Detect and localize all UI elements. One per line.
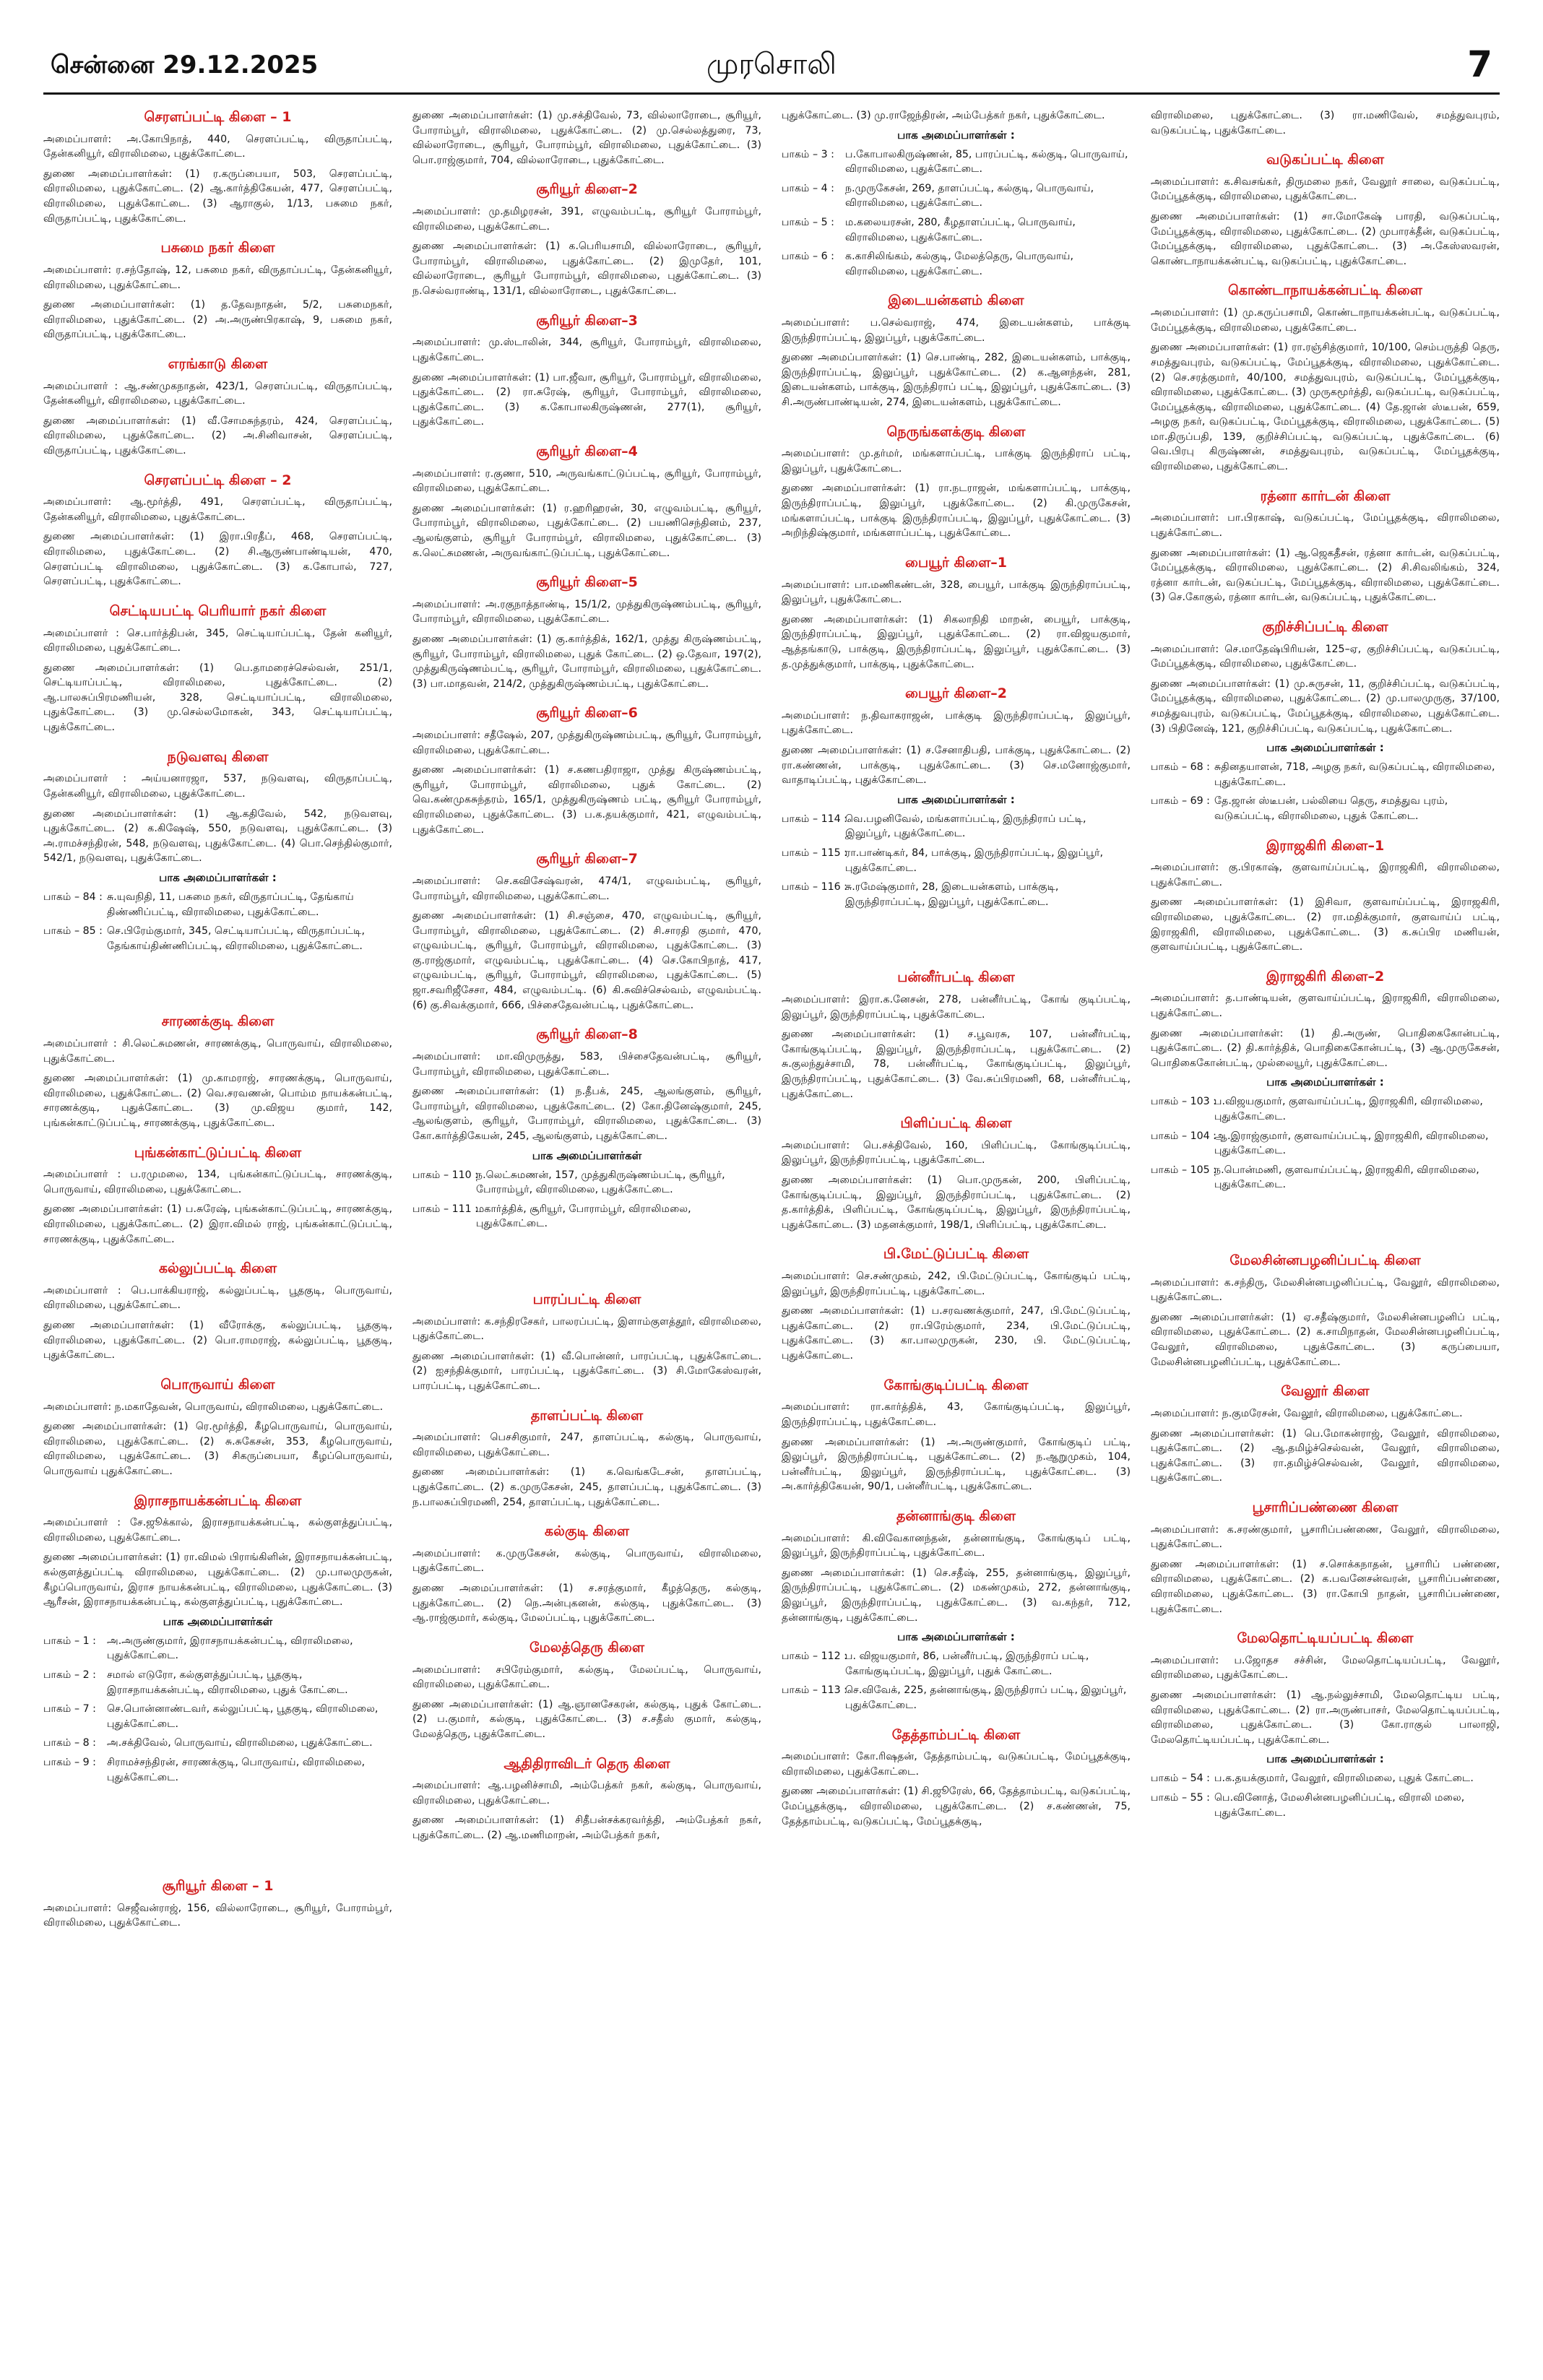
branch-heading: தேத்தாம்பட்டி கிளை [891, 1726, 1021, 1743]
organizer-text: அமைப்பாளர்: மு.தமிழரசன், 391, எழுவம்பட்டி, சூரியூர் போராம்பூர், விராலிமலை, புதுக்கோட்டை. [412, 206, 761, 233]
booth-number: பாகம் – 4 : [782, 182, 834, 194]
branch-heading: சூரியூர் கிளை–7 [536, 851, 638, 867]
booth-row [43, 1702, 392, 1731]
booth-organizers-heading: பாக அமைப்பாளர்கள் : [1266, 741, 1384, 755]
branch-section [43, 1376, 392, 1479]
booth-row [782, 181, 1131, 211]
booth-number: பாகம் – 6 : [782, 251, 834, 263]
deputy-organizers-text: துணை அமைப்பாளர்கள்: (1) ப.சரவணக்குமார், 247, பி.மேட்டுப்பட்டி, புதுக்கோட்டை. (2) ரா.பிரேம்குமார், 234, பி.மேட்டுப்பட்டி, புதுக்கோட்டை. (3) கா.பாலமுருகன், 230, பி. மேட்டுப்பட்டி, புதுக்கோட்டை. [782, 1305, 1131, 1362]
organizer-text: அமைப்பாளர்: சதீஷேல், 207, முத்துகிருஷ்ணம்பட்டி, சூரியூர், போராம்பூர், விராலிமலை, புதுக்கோட்டை. [412, 730, 761, 756]
organizer-text: அமைப்பாளர் : சே.ஜூக்கால், இராசநாயக்கன்பட்டி, கல்குளத்துப்பட்டி, விராலிமலை, புதுக்கோட்டை. [43, 1517, 392, 1544]
organizer-text: அமைப்பாளர் : பெ.பாக்கியராஜ், கல்லுப்பட்டி, பூதகுடி, பொருவாய், விராலிமலை, புதுக்கோட்டை. [43, 1284, 392, 1312]
organizer-text: அமைப்பாளர்: க.முருகேசன், கல்குடி, பொருவாய், விராலிமலை, புதுக்கோட்டை. [412, 1547, 761, 1575]
booth-organizers-heading: பாக அமைப்பாளர்கள் : [159, 870, 277, 884]
organizer-text: அமைப்பாளர் : சி.லெட்சுமணன், சாரணக்குடி, பொருவாய், விராலிமலை, புதுக்கோட்டை. [43, 1037, 392, 1065]
organizer-text: அமைப்பாளர்: க.சந்திரசேகர், பாலரப்பட்டி, இளாம்குளத்தூர், விராலிமலை, புதுக்கோட்டை. [412, 1315, 761, 1343]
branch-heading: பசுமை நகர் கிளை [160, 240, 275, 256]
branch-heading: எரங்காடு கிளை [168, 355, 268, 372]
branch-heading: கோங்குடிப்பட்டி கிளை [883, 1377, 1029, 1393]
deputy-organizers-text: துணை அமைப்பாளர்கள்: (1) சி.ஜூரேஸ், 66, தேத்தாம்பட்டி, வடுகப்பட்டி, மேப்பூதக்குடி, விராலிமலை, புதுக்கோட்டை. (2) ச.கண்ணன், 75, தேத்தாம்பட்டி, வடுகப்பட்டி, மேப்பூதக்குடி, [782, 1786, 1131, 1827]
branch-heading: நெருங்களக்குடி கிளை [886, 423, 1026, 440]
deputy-organizers-text: துணை அமைப்பாளர்கள்: (1) பெ.தாமரைச்செல்வன், 251/1, செட்டியாப்பட்டி, விராலிமலை, புதுக்கோட்டை. (2) ஆ.பாலசுப்பிரமணியன், 328, செட்டியாப்பட்டி, விராலிமலை, புதுக்கோட்டை. (3) மு.செல்லமோகன், 343, செட்டியாப்பட்டி, புதுக்கோட்டை. [43, 662, 392, 734]
branch-section [412, 1407, 761, 1510]
deputy-organizers-text: துணை அமைப்பாளர்கள்: (1) இரா.பிரதீப், 468, செரளப்பட்டி, விராலிமலை, புதுக்கோட்டை. (2) சி.ஆருண்பாண்டியன், 470, செரளப்பட்டி விராலிமலை, புதுக்கோட்டை. (3) க.கோபால், 727, செரளப்பட்டி, புதுக்கோட்டை. [43, 531, 392, 588]
deputy-organizers-text: துணை அமைப்பாளர்கள்: (1) ச.சொக்கநாதன், பூசாரிப் பண்ணை, விராலிமலை, புதுக்கோட்டை. (2) க.பவனேசன்வரன், பூசாரிப்பண்ணை, விராலிமலை, புதுக்கோட்டை. (3) ரா.கோபி நாதன், பூசாரிப்பண்ணை, புதுக்கோட்டை. [1151, 1558, 1500, 1615]
booth-number: பாகம் – 1 : [43, 1635, 96, 1647]
branch-heading: பூசாரிப்பண்ணை கிளை [1252, 1499, 1399, 1515]
booth-number: பாகம் – 5 : [782, 216, 834, 228]
booth-row [43, 890, 392, 919]
organizer-text: அமைப்பாளர்: ப.செல்வராஜ், 474, இடையன்களம், பாக்குடி இருந்திராப்பட்டி, இலுப்பூர், புதுக்கோட்டை. [782, 317, 1131, 344]
deputy-organizers-text: துணை அமைப்பாளர்கள்: (1) வீரோக்கு, கல்லுப்பட்டி, பூதகுடி, விராலிமலை, புதுக்கோட்டை. (2) பொ.ராமராஜ், கல்லுப்பட்டி, பூதகுடி, புதுக்கோட்டை. [43, 1320, 392, 1362]
booth-number: பாகம் – 9 : [43, 1756, 96, 1768]
organizer-text: அமைப்பாளர்: மா.விமுருத்து, 583, பிச்சைதேவன்பட்டி, சூரியூர், போராம்பூர், விராலிமலை, புதுக்கோட்டை. [412, 1050, 761, 1078]
booth-organizer: சு.யுவநிதி, 11, பசுமை நகர், விருதாப்பட்டி, தேங்காய் திண்ணிப்பட்டி, விராலிமலை, புதுக்கோட்டை. [107, 891, 354, 918]
deputy-organizers-text: துணை அமைப்பாளர்கள்: (1) ரெ.மூர்த்தி, கீழபொருவாய், பொருவாய், விராலிமலை, புதுக்கோட்டை. (2) சு.சுகேசன், 353, கீழபொருவாய், விராலிமலை, புதுக்கோட்டை. (3) சிகருப்பையா, கீழப்பொருவாய், பொருவாய் புதுக்கோட்டை. [43, 1421, 392, 1477]
branch-heading: செரளப்பட்டி கிளை – 1 [144, 109, 292, 125]
booth-organizer: ப. விஜயகுமார், 86, பன்னீர்பட்டி, இருந்திராப் பட்டி, கோங்குடிப்பட்டி, இலுப்பூர், புதுக் கோட்டை. [845, 1650, 1089, 1677]
organizer-text: அமைப்பாளர்: ர.சந்தோஷ், 12, பசுமை நகர், விருதாப்பட்டி, தேன்கனியூர், விராலிமலை, புதுக்கோட்டை. [43, 264, 392, 291]
organizer-text: அமைப்பாளர்: த.பாண்டியன், குளவாய்ப்பட்டி, இராஜகிரி, விராலிமலை, புதுக்கோட்டை. [1151, 992, 1500, 1020]
booth-number: பாகம் – 69 : [1151, 795, 1210, 808]
organizer-text: அமைப்பாளர்: செ.சண்முகம், 242, பி.மேட்டுப்பட்டி, கோங்குடிப் பட்டி, இலுப்பூர், இருந்திராப்பட்டி, புதுக்கோட்டை. [782, 1271, 1131, 1297]
booth-number: பாகம் – 68 : [1151, 761, 1210, 774]
organizer-text: அமைப்பாளர்: அ.ரகுநாத்தாண்டி, 15/1/2, முத்துகிருஷ்ணம்பட்டி, சூரியூர், போராம்பூர், விராலிமலை, புதுக்கோட்டை. [412, 598, 761, 626]
booth-organizers-heading: பாக அமைப்பாளர்கள் : [897, 792, 1015, 806]
booth-row [782, 249, 1131, 279]
branch-heading: மேலசின்னபழனிப்பட்டி கிளை [1229, 1252, 1421, 1268]
branch-section [782, 1245, 1131, 1363]
booth-number: பாகம் – 85 : [43, 925, 103, 938]
branch-heading: பையூர் கிளை–1 [905, 554, 1007, 571]
branch-section [782, 423, 1131, 541]
booth-row [782, 846, 1131, 875]
deputy-organizers-text: துணை அமைப்பாளர்கள்: (1) ரா.நடராஜன், மங்களாப்பட்டி, பாக்குடி, இருந்திராப்பட்டி, இலுப்பூர், புதுக்கோட்டை. (2) கி.முருகேசன், மங்களாப்பட்டி, பாக்குடி இருந்திராப்பட்டி, இலுப்பூர், புதுக்கோட்டை. (3) அறிந்திஷ்குமார், மங்களாப்பட்டி, புதுக்கோட்டை. [782, 483, 1131, 540]
branch-heading: புங்கன்காட்டுப்பட்டி கிளை [134, 1144, 302, 1161]
branch-heading: சூரியூர் கிளை – 1 [162, 1878, 274, 1895]
branch-heading: கல்குடி கிளை [544, 1523, 630, 1540]
booth-number: பாகம் – 55 : [1151, 1792, 1210, 1804]
organizer-text: அமைப்பாளர்: பா.மணிகண்டன், 328, பையூர், பாக்குடி இருந்திராப்பட்டி, இலுப்பூர், புதுக்கோட்டை. [782, 579, 1131, 606]
booth-row [412, 1168, 761, 1198]
organizer-text: அமைப்பாளர்: ஆ.மூர்த்தி, 491, செரளப்பட்டி, விருதாப்பட்டி, தேன்கனியூர், விராலிமலை, புதுக்கோட்டை. [43, 496, 392, 523]
deputy-organizers-text: துணை அமைப்பாளர்கள்: (1) க.வெங்கடேசன், தாளப்பட்டி, புதுக்கோட்டை. (2) க.முருகேசன், 245, தாளப்பட்டி, புதுக்கோட்டை. (3) ந.பாலசுப்பிரமணி, 254, தாளப்பட்டி, புதுக்கோட்டை. [412, 1466, 761, 1508]
booth-number: பாகம் – 7 : [43, 1703, 96, 1715]
booth-organizers-heading: பாக அமைப்பாளர்கள் : [1266, 1076, 1384, 1089]
branch-heading: சூரியூர் கிளை–4 [536, 443, 638, 459]
branch-section [412, 850, 761, 1013]
booth-number: பாகம் – 3 : [782, 148, 834, 160]
booth-row [43, 1755, 392, 1785]
deputy-organizers-text: துணை அமைப்பாளர்கள்: (1) சி.சஞ்சை, 470, எழுவம்பட்டி, சூரியூர், போராம்பூர், விராலிமலை, புதுக்கோட்டை. (2) சி.சாரதி குமார், 470, எழுவம்பட்டி, சூரியூர், போராம்பூர், விராலிமலை, புதுக்கோட்டை. (3) கு.ராஜ்குமார், எழுவம்பட்டி, புதுக்கோட்டை. (4) செ.கோபிநாத், 417, எழுவம்பட்டி, சூரியூர், போராம்பூர், விராலிமலை, புதுக்கோட்டை. (5) ஜா.சவரிஜீசேசா, 484, எழுவம்பட்டி. (6) கி.சுவிச்செல்வம், எழுவம்பட்டி. (6) கு.சிவக்குமார், 666, பிச்சைதேவன்பட்டி, புதுக்கோட்டை. [412, 910, 761, 1011]
deputy-organizers-text: துணை அமைப்பாளர்கள்: (1) மு.சுருசன், 11, குறிச்சிப்பட்டி, வடுகப்பட்டி, மேப்பூதக்குடி, விராலிமலை, புதுக்கோட்டை. (2) மு.பாலமுருகு, 37/100, சமத்துவபுரம், வடுகப்பட்டி, மேப்பூதக்குடி, விராலிமலை, புதுக்கோட்டை. (3) பிதினேஷ், 121, குறிச்சிப்பட்டி, வடுகப்பட்டி, புதுக்கோட்டை. [1151, 678, 1500, 735]
branch-heading: சூரியூர் கிளை–6 [536, 705, 638, 722]
branch-heading: நடுவளவு கிளை [167, 748, 269, 765]
organizer-text: அமைப்பாளர்: ர.குணா, 510, அருவங்காட்டுப்பட்டி, சூரியூர், போராம்பூர், விராலிமலை, புதுக்கோட்டை. [412, 467, 761, 495]
booth-organizer: பெ.வினோத், மேலசின்னபழனிப்பட்டி, விராலி மலை, புதுக்கோட்டை. [1214, 1792, 1465, 1819]
deputy-organizers-text: விராலிமலை, புதுக்கோட்டை. (3) ரா.மணிவேல், சமத்துவபுரம், வடுகப்பட்டி, புதுக்கோட்டை. [1151, 110, 1500, 137]
branch-heading: குறிச்சிப்பட்டி கிளை [1262, 618, 1388, 635]
booth-row [1151, 760, 1500, 789]
booth-row [43, 924, 392, 953]
page-number: 7 [1467, 43, 1492, 85]
booth-number: பாகம் – 113 : [782, 1684, 847, 1697]
branch-heading: சூரியூர் கிளை–2 [536, 181, 638, 198]
branch-section [1151, 488, 1500, 605]
organizer-text: அமைப்பாளர்: மு.தர்மர், மங்களாப்பட்டி, பாக்குடி இருந்திராப் பட்டி, இலுப்பூர், புதுக்கோட்டை. [782, 448, 1131, 475]
column-gap [43, 1798, 392, 1877]
organizer-text: அமைப்பாளர்: ஆ.பழனிச்சாமி, அம்பேத்கர் நகர், கல்குடி, பொருவாய், விராலிமலை, புதுக்கோட்டை. [412, 1780, 761, 1806]
branch-section [412, 181, 761, 298]
booth-organizer: சு.ரமேஷ்குமார், 28, இடையன்களம், பாக்குடி, இருந்திராப்பட்டி, இலுப்பூர், புதுக்கோட்டை. [845, 881, 1059, 908]
branch-section [782, 685, 1131, 909]
booth-organizer: சுதினதயாளன், 718, அழகு நகர், வடுகப்பட்டி, விராலிமலை, புதுக்கோட்டை. [1214, 761, 1495, 788]
branch-section-continued [1151, 108, 1500, 138]
deputy-organizers-text: துணை அமைப்பாளர்கள்: (1) க.பெரியசாமி, வில்லாரோடை, சூரியூர், போராம்பூர், விராலிமலை, புதுக்கோட்டை. (2) இமுதேர், 101, வில்லாரோடை, சூரியூர் போராம்பூர், விராலிமலை, புதுக்கோட்டை. (3) ந.செல்வராண்டி, 131/1, வில்லாரோடை, புதுக்கோட்டை. [412, 241, 761, 298]
branch-heading: இடையன்களம் கிளை [888, 293, 1024, 309]
branch-section [1151, 282, 1500, 474]
booth-organizer: வெ.பழனிவேல், மங்களாப்பட்டி, இருந்திராப் பட்டி, இலுப்பூர், புதுக்கோட்டை. [845, 813, 1086, 840]
branch-section [412, 312, 761, 430]
deputy-organizers-text: துணை அமைப்பாளர்கள்: (1) ஆ.நல்லுச்சாமி, மேலதொட்டிய பட்டி, விராலிமலை, புதுக்கோட்டை. (2) ரா.அருண்பாசர், மேலதொட்டியப்பட்டி, விராலிமலை, புதுக்கோட்டை. (3) கோ.ராகுல் பாலாஜி, மேலதொட்டியப்பட்டி, புதுக்கோட்டை. [1151, 1689, 1500, 1746]
organizer-text: அமைப்பாளர் : அய்யனாரஜா, 537, நடுவளவு, விருதாப்பட்டி, தேன்கனியூர், விராலிமலை, புதுக்கோட்டை. [43, 773, 392, 800]
branch-heading: செட்டியபட்டி பெரியார் நகர் கிளை [109, 602, 327, 619]
column-gap [43, 966, 392, 1013]
branch-heading: இராஜகிரி கிளை–1 [1266, 837, 1385, 854]
deputy-organizers-text: துணை அமைப்பாளர்கள்: (1) ச.கணபதிராஜா, முத்து கிருஷ்ணம்பட்டி, சூரியூர், போராம்பூர், விராலிமலை, புதுக் கோட்டை. (2) வெ.கண்முகசுந்தரம், 165/1, முத்துகிருஷ்ணம் பட்டி, சூரியூர் போராம்பூர், விராலிமலை, புதுக்கோட்டை. (3) ப.க.தயக்குமார், 421, எழுவம்பட்டி, புதுக்கோட்டை. [412, 764, 761, 836]
branch-section [412, 1026, 761, 1232]
branch-heading: ஆதிதிராவிடர் தெரு கிளை [503, 1755, 670, 1772]
organizer-text: அமைப்பாளர்: ந.குமரேசன், வேலூர், விராலிமலை, புதுக்கோட்டை. [1151, 1407, 1463, 1419]
booth-row [43, 1736, 392, 1751]
organizer-text: அமைப்பாளர்: கி.விவேகானந்தன், தன்னாங்குடி, கோங்குடிப் பட்டி, இலுப்பூர், இருந்திராப்பட்டி, புதுக்கோட்டை. [782, 1532, 1131, 1559]
organizer-text: அமைப்பாளர்: கு.பிரகாஷ், குளவாய்ப்பட்டி, இராஜகிரி, விராலிமலை, புதுக்கோட்டை. [1151, 862, 1500, 888]
booth-organizer: செ.பொன்னாண்டவர், கல்லுப்பட்டி, பூதகுடி, விராலிமலை, புதுக்கோட்டை. [107, 1703, 379, 1730]
booth-organizer: தே.ஜான் ஸ்டீபன், பல்லியை தெரு, சமத்துவ புரம், வடுகப்பட்டி, விராலிமலை, புதுக் கோட்டை. [1214, 795, 1448, 822]
masthead [43, 43, 1500, 87]
column-4 [1151, 108, 1500, 2366]
booth-number: பாகம் – 84 : [43, 891, 103, 903]
deputy-organizers-text: துணை அமைப்பாளர்கள்: (1) த.தேவநாதன், 5/2, பசுமைநகர், விராலிமலை, புதுக்கோட்டை. (2) அ.அருண்பிரகாஷ், 9, பசுமை நகர், விருதாப்பட்டி, புதுக்கோட்டை. [43, 299, 392, 341]
booth-number: பாகம் – 115 : [782, 847, 847, 859]
branch-heading: பன்னீர்பட்டி கிளை [897, 969, 1015, 986]
branch-heading: தாளப்பட்டி கிளை [530, 1407, 644, 1424]
organizer-text: அமைப்பாளர்: பெ.சக்திவேல், 160, பிளிப்பட்டி, கோங்குடிப்பட்டி, இலுப்பூர், இருந்திராப்பட்டி, புதுக்கோட்டை. [782, 1139, 1131, 1167]
deputy-organizers-text: துணை அமைப்பாளர்கள்: (1) ச.சரத்குமார், கீழத்தெரு, கல்குடி, புதுக்கோட்டை. (2) நெ.அன்புகனன், கல்குடி, புதுக்கோட்டை. (3) ஆ.ராஜ்குமார், கல்குடி, மேலப்பட்டி, புதுக்கோட்டை. [412, 1583, 761, 1624]
branch-section [43, 602, 392, 735]
branch-section [782, 554, 1131, 672]
organizer-text: அமைப்பாளர்: செ.கவிசேஷ்வரன், 474/1, எழுவம்பட்டி, சூரியூர், போராம்பூர், விராலிமலை, புதுக்கோட்டை. [412, 875, 761, 902]
branch-heading: செரளப்பட்டி கிளை – 2 [144, 472, 292, 488]
deputy-organizers-text: துணை அமைப்பாளர்கள்: (1) சா.மோகேஷ் பாரதி, வடுகப்பட்டி, மேப்பூதக்குடி, விராலிமலை, புதுக்கோட்டை. (2) முபாரக்தீன், வடுகப்பட்டி, மேப்பூதக்குடி, விராலிமலை, புதுக்கோட்டை. (3) அ.கேஸ்ஸவரன், கொண்டாநாயக்கன்பட்டி, வடுகப்பட்டி, புதுக்கோட்டை. [1151, 211, 1500, 267]
booth-row [1151, 794, 1500, 823]
branch-section [43, 472, 392, 589]
booth-row [43, 1668, 392, 1697]
branch-section [412, 574, 761, 691]
booth-organizer: செ.விவேக், 225, தன்னாங்குடி, இருந்திராப் பட்டி, இலுப்பூர், புதுக்கோட்டை. [845, 1684, 1127, 1711]
booth-organizer: ப.க.தயக்குமார், வேலூர், விராலிமலை, புதுக் கோட்டை. [1214, 1773, 1474, 1785]
branch-heading: பாரப்பட்டி கிளை [532, 1291, 641, 1307]
branch-section [782, 1115, 1131, 1232]
branch-section [412, 1639, 761, 1742]
booth-number: பாகம் – 103 : [1151, 1096, 1216, 1108]
branch-heading: இராஜகிரி கிளை–2 [1266, 968, 1385, 985]
organizer-text: அமைப்பாளர்: (1) மு.கருப்பசாமி, கொண்டாநாயக்கன்பட்டி, வடுகப்பட்டி, மேப்பூதக்குடி, விராலிமலை, புதுக்கோட்டை. [1151, 307, 1500, 334]
deputy-organizers-text: துணை அமைப்பாளர்கள்: (1) ஏ.சதீஷ்குமார், மேலசின்னபழனிப் பட்டி, விராலிமலை, புதுக்கோட்டை. (2) க.சாமிநாதன், மேலசின்னபழனிப்பட்டி, வேலூர், விராலிமலை, புதுக்கோட்டை. (3) கருப்பையா, மேலசின்னபழனிப்பட்டி, புதுக்கோட்டை. [1151, 1311, 1500, 1368]
organizer-text: அமைப்பாளர்: சபிரேம்குமார், கல்குடி, மேலப்பட்டி, பொருவாய், விராலிமலை, புதுக்கோட்டை. [412, 1663, 761, 1691]
deputy-organizers-text: துணை அமைப்பாளர்கள்: (1) ர.கருப்பையா, 503, செரளப்பட்டி, விராலிமலை, புதுக்கோட்டை. (2) ஆ.கார்த்திகேயன், 477, செரளப்பட்டி, விராலிமலை, புதுக்கோட்டை. (3) ஆராகுல், 1/13, பசுமை நகர், விருதாப்பட்டி, புதுக்கோட்டை. [43, 168, 392, 225]
branch-heading: பிளிப்பட்டி கிளை [900, 1115, 1012, 1132]
booth-organizer: ரா.பாண்டிகர், 84, பாக்குடி, இருந்திராப்பட்டி, இலுப்பூர், புதுக்கோட்டை. [845, 847, 1104, 874]
booth-row [1151, 1791, 1500, 1820]
branch-heading: சூரியூர் கிளை–3 [536, 312, 638, 329]
branch-section-continued [782, 108, 1131, 279]
organizer-text: அமைப்பாளர்: பெசசிகுமார், 247, தாளப்பட்டி, கல்குடி, பொருவாய், விராலிமலை, புதுக்கோட்டை. [412, 1432, 761, 1458]
organizer-text: அமைப்பாளர்: க.சரண்குமார், பூசாரிப்பண்ணை, வேலூர், விராலிமலை, புதுக்கோட்டை. [1151, 1523, 1500, 1551]
booth-organizer: அ.சக்திவேல், பொருவாய், விராலிமலை, புதுக்கோட்டை. [107, 1737, 373, 1749]
column-gap [1151, 1206, 1500, 1252]
deputy-organizers-text: துணை அமைப்பாளர்கள்: (1) இசிவா, குளவாய்ப்பட்டி, இராஜகிரி, விராலிமலை, புதுக்கோட்டை. (2) ரா.மதிக்குமார், குளவாய்ப் பட்டி, இராஜகிரி, விராலிமலை, புதுக்கோட்டை. (3) க.சுப்பிர மணியன், குளவாய்ப்பட்டி, புதுக்கோட்டை. [1151, 896, 1500, 953]
deputy-organizers-text: துணை அமைப்பாளர்கள்: (1) பொ.முருகன், 200, பிளிப்பட்டி, கோங்குடிப்பட்டி, இலுப்பூர், இருந்திராப்பட்டி, புதுக்கோட்டை. (2) த.கார்த்திக், பிளிப்பட்டி, கோங்குடிப்பட்டி, இலுப்பூர், இருந்திராப்பட்டி, புதுக்கோட்டை. (3) மதனக்குமார், 198/1, பிளிப்பட்டி, புதுக்கோட்டை. [782, 1174, 1131, 1231]
branch-section [1151, 1382, 1500, 1486]
booth-row [782, 880, 1131, 909]
branch-section [1151, 1252, 1500, 1369]
branch-section [782, 969, 1131, 1102]
deputy-organizers-text: துணை அமைப்பாளர்கள்: (1) சிதீபன்சக்கரவர்த்தி, அம்பேத்கர் நகர், புதுக்கோட்டை. (2) ஆ.மணிமாறன், அம்பேத்கர் நகர், [412, 1814, 761, 1841]
branch-section [1151, 1499, 1500, 1617]
branch-heading: பொருவாய் கிளை [160, 1376, 275, 1393]
branch-section [43, 748, 392, 954]
branch-section [43, 1877, 392, 1931]
booth-number: பாகம் – 110 : [412, 1169, 478, 1181]
booth-row [43, 1634, 392, 1663]
branch-heading: வடுகப்பட்டி கிளை [1266, 152, 1385, 168]
branch-section [412, 704, 761, 837]
branch-heading: பையூர் கிளை–2 [905, 685, 1007, 702]
booth-organizers-heading: பாக அமைப்பாளர்கள் [163, 1614, 273, 1628]
booth-organizer: சமால் எடுரோ, கல்குளத்துப்பட்டி, பூதகுடி, இராசநாயக்கன்பட்டி, விராலிமலை, புதுக் கோட்டை. [107, 1669, 348, 1696]
newspaper-name: முரசொலி [706, 48, 837, 81]
branch-section [43, 108, 392, 226]
booth-number: பாகம் – 112 : [782, 1650, 847, 1663]
column-gap [782, 922, 1131, 969]
deputy-organizers-text: துணை அமைப்பாளர்கள்: (1) பெ.மோகன்ராஜ், வேலூர், விராலிமலை, புதுக்கோட்டை. (2) ஆ.தமிழ்ச்செல்வன், வேலூர், விராலிமலை, புதுக்கோட்டை. (3) ரா.தமிழ்ச்செல்வன், வேலூர், விராலிமலை, புதுக்கோட்டை. [1151, 1427, 1500, 1484]
organizer-text: அமைப்பாளர் : ப.ரமுமலை, 134, புங்கன்காட்டுப்பட்டி, சாரணக்குடி, பொருவாய், விராலிமலை, புதுக்கோட்டை. [43, 1169, 392, 1195]
branch-heading: கொண்டாநாயக்கன்பட்டி கிளை [1228, 282, 1422, 299]
booth-organizer: மகார்த்திக், சூரியூர், போராம்பூர், விராலிமலை, புதுக்கோட்டை. [476, 1203, 691, 1230]
organizer-text: அமைப்பாளர்: ரா.கார்த்திக், 43, கோங்குடிப்பட்டி, இலுப்பூர், இருந்திராப்பட்டி, புதுக்கோட்டை. [782, 1401, 1131, 1428]
booth-organizer: சிராமச்சந்திரன், சாரணக்குடி, பொருவாய், விராலிமலை, புதுக்கோட்டை. [107, 1756, 366, 1783]
column-gap [412, 1245, 761, 1291]
deputy-organizers-text: புதுக்கோட்டை. (3) மு.ராஜேந்திரன், அம்பேத்கர் நகர், புதுக்கோட்டை. [782, 110, 1105, 121]
deputy-organizers-text: துணை அமைப்பாளர்கள்: (1) மு.காமராஜ், சாரணக்குடி, பொருவாய், விராலிமலை, புதுக்கோட்டை. (2) வெ.சரவணன், பொம்ம நாயக்கன்பட்டி, சாரணக்குடி, புதுக்கோட்டை. (3) மு.விஜய குமார், 142, புங்கன்காட்டுப்பட்டி, சாரணக்குடி, புதுக்கோட்டை. [43, 1073, 392, 1129]
organizer-text: அமைப்பாளர் : செ.பார்த்திபன், 345, செட்டியாப்பட்டி, தேன் கனியூர், விராலிமலை, புதுக்கோட்டை. [43, 627, 392, 654]
branch-section [1151, 968, 1500, 1193]
organizer-text: அமைப்பாளர்: இரா.க.னேசன், 278, பன்னீர்பட்டி, கோங் குடிப்பட்டி, இலுப்பூர், இருந்திராப்பட்டி, புதுக்கோட்டை. [782, 994, 1131, 1021]
deputy-organizers-text: துணை அமைப்பாளர்கள்: (1) வீ.சோமசுந்தரம், 424, செரளப்பட்டி, விராலிமலை, புதுக்கோட்டை. (2) அ.சினிவாசன், செரளப்பட்டி, விருதாப்பட்டி, புதுக்கோட்டை. [43, 415, 392, 456]
deputy-organizers-text: துணை அமைப்பாளர்கள்: (1) மு.சக்திவேல், 73, வில்லாரோடை, சூரியூர், போராம்பூர், விராலிமலை, புதுக்கோட்டை. (2) மு.செல்லத்துரை, 73, வில்லாரோடை, சூரியூர், போராம்பூர், விராலிமலை, புதுக்கோட்டை. (3) பொ.ராஜ்குமார், 704, வில்லாரோடை, புதுக்கோட்டை. [412, 110, 761, 166]
deputy-organizers-text: துணை அமைப்பாளர்கள்: (1) ச.சேனாதிபதி, பாக்குடி, புதுக்கோட்டை. (2) ரா.கண்ணன், பாக்குடி, புதுக்கோட்டை. (3) செ.மனோஜ்குமார், வாதாடிப்பட்டி, புதுக்கோட்டை. [782, 744, 1131, 787]
booth-organizer: செ.பிரேம்குமார், 345, செட்டியாப்பட்டி, விருதாப்பட்டி, தேங்காய்திண்ணிப்பட்டி, விராலிமலை, புதுக்கோட்டை. [107, 925, 365, 952]
booth-row [1151, 1771, 1500, 1786]
booth-number: பாகம் – 105 : [1151, 1164, 1216, 1176]
branch-heading: ரத்னா கார்டன் கிளை [1260, 488, 1391, 504]
branch-heading: சாரணக்குடி கிளை [161, 1013, 275, 1030]
booth-number: பாகம் – 114 : [782, 813, 847, 825]
branch-section [43, 355, 392, 459]
organizer-text: அமைப்பாளர்: ந.திவாகராஜன், பாக்குடி இருந்திராப்பட்டி, இலுப்பூர், புதுக்கோட்டை. [782, 709, 1131, 737]
branch-heading: பி.மேட்டுப்பட்டி கிளை [883, 1246, 1029, 1263]
branch-section [782, 1377, 1131, 1494]
branch-heading: சூரியூர் கிளை–5 [536, 574, 638, 591]
branch-section [43, 1013, 392, 1130]
organizer-text: அமைப்பாளர்: க.சிவசங்கர், திருமலை நகர், வேலூர் சாலை, வடுகப்பட்டி, மேப்பூதக்குடி, விராலிமலை, புதுக்கோட்டை. [1151, 176, 1500, 203]
deputy-organizers-text: துணை அமைப்பாளர்கள்: (1) சிகலாநிதி மாறன், பையூர், பாக்குடி, இருந்திராப்பட்டி, இலுப்பூர், புதுக்கோட்டை. (2) ரா.விஜயகுமார், ஆத்தங்காடு, பாக்குடி, இருந்திராப்பட்டி, இலுப்பூர், புதுக்கோட்டை. (3) த.முத்துக்குமார், பாக்குடி, புதுக்கோட்டை. [782, 613, 1131, 670]
column-3 [782, 108, 1131, 2366]
branch-section [782, 292, 1131, 410]
branch-heading: இராசநாயக்கன்பட்டி கிளை [134, 1492, 302, 1509]
booth-number: பாகம் – 111 : [412, 1203, 478, 1215]
organizer-text: அமைப்பாளர்: ப.ஜோதச சச்சின், மேலதொட்டியப்பட்டி, வேலூர், விராலிமலை, புதுக்கோட்டை. [1151, 1654, 1500, 1682]
booth-number: பாகம் – 104 : [1151, 1130, 1216, 1142]
booth-organizer: ப.விஜயகுமார், குளவாய்ப்பட்டி, இராஜகிரி, விராலிமலை, புதுக்கோட்டை. [1214, 1096, 1483, 1123]
branch-section [412, 443, 761, 561]
deputy-organizers-text: துணை அமைப்பாளர்கள்: (1) ர.ஹரிஹரன், 30, எழுவம்பட்டி, சூரியூர், போராம்பூர், விராலிமலை, புதுக்கோட்டை. (2) பயணிசெந்தினம், 237, ஆலங்குளம், சூரியூர் போராம்பூர், விராலிமலை, புதுக்கோட்டை. (3) க.லெட்சுமணன், அருவங்காட்டுப்பட்டி, புதுக்கோட்டை. [412, 502, 761, 559]
deputy-organizers-text: துணை அமைப்பாளர்கள்: (1) ந.தீபக், 245, ஆலங்குளம், சூரியூர், போராம்பூர், விராலிமலை, புதுக்கோட்டை. (2) கோ.தினேஷ்குமார், 245, ஆலங்குளம், சூரியூர், போராம்பூர், விராலிமலை, புதுக்கோட்டை. (3) கோ.கார்த்திகேயன், 245, ஆலங்குளம், புதுக்கோட்டை. [412, 1086, 761, 1142]
deputy-organizers-text: துணை அமைப்பாளர்கள்: (1) செ.சதீஷ், 255, தன்னாங்குடி, இலுப்பூர், இருந்திராப்பட்டி, புதுக்கோட்டை. (2) மகண்முகம், 272, தன்னாங்குடி, இலுப்பூர், இருந்திராப்பட்டி, புதுக்கோட்டை. (3) வ.கந்தர், 712, தன்னாங்குடி, புதுக்கோட்டை. [782, 1567, 1131, 1624]
booth-row [782, 812, 1131, 841]
organizer-text: அமைப்பாளர்: அ.கோபிநாத், 440, செரளப்பட்டி, விருதாப்பட்டி, தேன்கனியூர், விராலிமலை, புதுக்கோட்டை. [43, 133, 392, 160]
dateline: சென்னை 29.12.2025 [51, 51, 319, 79]
branch-section [412, 1755, 761, 1843]
deputy-organizers-text: துணை அமைப்பாளர்கள்: (1) பா.ஜீவா, சூரியூர், போராம்பூர், விராலிமலை, புதுக்கோட்டை. (2) ரா.சுரேஷ், சூரியூர், போராம்பூர், விராலிமலை, புதுக்கோட்டை. (3) க.கோபாலகிருஷ்ணன், 277(1), சூரியூர், புதுக்கோட்டை. [412, 371, 761, 428]
booth-organizers-heading: பாக அமைப்பாளர்கள் : [897, 1630, 1015, 1644]
branch-section [782, 1726, 1131, 1830]
deputy-organizers-text: துணை அமைப்பாளர்கள்: (1) செ.பாண்டி, 282, இடையன்களம், பாக்குடி, இருந்திராப்பட்டி, இலுப்பூர், புதுக்கோட்டை. (2) க.ஆனந்தன், 281, இடையன்களம், பாக்குடி, இருந்திராப் பட்டி, இலுப்பூர், புதுக்கோட்டை. (3) சி.அருண்பாண்டியன், 274, இடையன்களம், புதுக்கோட்டை. [782, 352, 1131, 408]
branch-section [43, 1492, 392, 1786]
branch-heading: மேலத்தெரு கிளை [529, 1639, 644, 1656]
columns [43, 108, 1500, 2366]
branch-section [1151, 618, 1500, 824]
booth-row [782, 1683, 1131, 1713]
booth-number: பாகம் – 2 : [43, 1669, 96, 1681]
branch-heading: தன்னாங்குடி கிளை [896, 1507, 1016, 1524]
booth-organizer: ந.முருகேசன், 269, தாளப்பட்டி, கல்குடி, பொருவாய், விராலிமலை, புதுக்கோட்டை. [845, 182, 1094, 209]
deputy-organizers-text: துணை அமைப்பாளர்கள்: (1) ஆ.கதிவேல், 542, நடுவளவு, புதுக்கோட்டை. (2) க.கிஷேஷ், 550, நடுவளவு, புதுக்கோட்டை. (3) அ.ராமச்சந்திரன், 548, நடுவளவு, புதுக்கோட்டை. (4) பொ.செந்தில்குமார், 542/1, நடுவளவு, புதுக்கோட்டை. [43, 808, 392, 865]
deputy-organizers-text: துணை அமைப்பாளர்கள்: (1) ஆ.ஞானசேகரன், கல்குடி, புதுக் கோட்டை. (2) ப.குமார், கல்குடி, புதுக்கோட்டை. (3) ச.சதீஸ் குமார், கல்குடி, மேலத்தெரு, புதுக்கோட்டை. [412, 1698, 761, 1740]
branch-section-continued [412, 108, 761, 168]
deputy-organizers-text: துணை அமைப்பாளர்கள்: (1) ரா.ரஞ்சித்குமார், 10/100, செம்பருத்தி தெரு, சமத்துவபுரம், வடுகப்பட்டி, மேப்பூதக்குடி, விராலிமலை, புதுக்கோட்டை. (2) செ.சரத்குமார், 40/100, சமத்துவபுரம், வடுகப்பட்டி, மேப்பூதக்குடி, விராலிமலை, புதுக்கோட்டை. (3) முருகமூர்த்தி, வடுகப்பட்டி, வடுகப்பட்டி, மேப்பூதக்குடி, விராலிமலை, புதுக்கோட்டை. (4) தே.ஜான் ஸ்டீபன், 659, அழகு நகர், வடுகப்பட்டி, மேப்பூதக்குடி, விராலிமலை, புதுக்கோட்டை. (5) மா.திருப்பதி, 139, குறிச்சிப்பட்டி, வடுகப்பட்டி, புதுக்கோட்டை. (6) வெ.பிரபு கிருஷ்ணன், சமத்துவபுரம், வடுகப்பட்டி, மேப்பூதக்குடி, விராலிமலை, புதுக்கோட்டை. [1151, 342, 1500, 473]
branch-section [412, 1291, 761, 1394]
booth-row [412, 1202, 761, 1232]
branch-section [1151, 1630, 1500, 1820]
organizer-text: அமைப்பாளர் : ஆ.சண்முகநாதன், 423/1, செரளப்பட்டி, விருதாப்பட்டி, தேன்கனியூர், விராலிமலை, புதுக்கோட்டை. [43, 380, 392, 407]
column-2 [412, 108, 761, 2366]
column-1 [43, 108, 392, 2366]
booth-organizer: அ.அருண்குமார், இராசநாயக்கன்பட்டி, விராலிமலை, புதுக்கோட்டை. [107, 1635, 353, 1662]
booth-organizer: க.காசிலிங்கம், கல்குடி, மேலத்தெரு, பொருவாய், விராலிமலை, புதுக்கோட்டை. [845, 251, 1074, 277]
organizer-text: அமைப்பாளர்: செ.மாதேஷ்பிரியன், 125–ஏ, குறிச்சிப்பட்டி, வடுகப்பட்டி, மேப்பூதக்குடி, விராலிமலை, புதுக்கோட்டை. [1151, 643, 1500, 670]
deputy-organizers-text: துணை அமைப்பாளர்கள்: (1) அ.அருண்குமார், கோங்குடிப் பட்டி, இலுப்பூர், இருந்திராப்பட்டி, புதுக்கோட்டை. (2) ந.ஆறுமுகம், 104, பன்னீர்பட்டி, இலுப்பூர், இருந்திராப்பட்டி, புதுக்கோட்டை. (3) அ.கார்த்திகேயன், 90/1, பன்னீர்பட்டி, புதுக்கோட்டை. [782, 1436, 1131, 1493]
organizer-text: அமைப்பாளர்: செஜீவன்ராஜ், 156, வில்லாரோடை, சூரியூர், போராம்பூர், விராலிமலை, புதுக்கோட்டை. [43, 1902, 392, 1929]
deputy-organizers-text: துணை அமைப்பாளர்கள்: (1) தி.அருண், பொதிகைகோன்பட்டி, புதுக்கோட்டை. (2) தி.கார்த்திக், பொதிகைகோன்பட்டி, (3) ஆ.முருகேசன், பொதிகைகோன்பட்டி, முல்லையூர், புதுக்கோட்டை. [1151, 1027, 1500, 1069]
booth-organizers-heading: பாக அமைப்பாளர்கள் : [1266, 1752, 1384, 1766]
organizer-text: அமைப்பாளர்: ந.மகாதேவன், பொருவாய், விராலிமலை, புதுக்கோட்டை. [43, 1401, 384, 1413]
booth-row [1151, 1163, 1500, 1193]
branch-section [412, 1523, 761, 1626]
booth-row [782, 215, 1131, 245]
deputy-organizers-text: துணை அமைப்பாளர்கள்: (1) ரா.விமல் பிராங்கிளின், இராசநாயக்கன்பட்டி, கல்குளத்துப்பட்டி விராலிமலை, புதுக்கோட்டை. (2) மு.பாலமுருகன், கீழப்பொருவாய், இராச நாயக்கன்பட்டி, விராலிமலை, புதுக்கோட்டை. (3) ஆரீசன், இராசநாயக்கன்பட்டி, கல்குளத்துப்பட்டி, புதுக்கோட்டை. [43, 1552, 392, 1609]
branch-heading: மேலதொட்டியப்பட்டி கிளை [1237, 1630, 1414, 1647]
deputy-organizers-text: துணை அமைப்பாளர்கள்: (1) ச.பூவரசு, 107, பன்னீர்பட்டி, கோங்குடிப்பட்டி, இலுப்பூர், இருந்திராப்பட்டி, புதுக்கோட்டை. (2) சு.குலந்துச்சாமி, 78, பன்னீர்பட்டி, கோங்குடிப்பட்டி, இலுப்பூர், இருந்திராப்பட்டி, புதுக்கோட்டை. (3) வே.சுப்பிரமணி, 68, பன்னீர்பட்டி, புதுக்கோட்டை. [782, 1029, 1131, 1100]
booth-organizer: ஆ.இராஜ்குமார், குளவாய்ப்பட்டி, இராஜகிரி, விராலிமலை, புதுக்கோட்டை. [1214, 1130, 1489, 1157]
deputy-organizers-text: துணை அமைப்பாளர்கள்: (1) வீ.பொன்னர், பாரப்பட்டி, புதுக்கோட்டை. (2) ஐசந்திக்குமார், பாரப்பட்டி, புதுக்கோட்டை. (3) சி.மோகேஸ்வரன், பாரப்பட்டி, புதுக்கோட்டை. [412, 1350, 761, 1392]
branch-section [1151, 151, 1500, 269]
branch-heading: வேலூர் கிளை [1281, 1383, 1370, 1400]
organizer-text: அமைப்பாளர்: கோ.ரிஷதன், தேத்தாம்பட்டி, வடுகப்பட்டி, மேப்பூதக்குடி, விராலிமலை, புதுக்கோட்டை. [782, 1751, 1131, 1778]
branch-section [1151, 837, 1500, 955]
booth-organizer: ந.லெட்சுமணன், 157, முத்துகிருஷ்ணம்பட்டி, சூரியூர், போராம்பூர், விராலிமலை, புதுக்கோட்டை. [476, 1169, 725, 1196]
booth-organizers-heading: பாக அமைப்பாளர்கள் : [897, 128, 1015, 142]
masthead-rule [43, 92, 1500, 95]
organizer-text: அமைப்பாளர்: பா.பிரகாஷ், வடுகப்பட்டி, மேப்பூதக்குடி, விராலிமலை, புதுக்கோட்டை. [1151, 512, 1500, 539]
organizer-text: அமைப்பாளர்: மு.ஸ்டாலின், 344, சூரியூர், போராம்பூர், விராலிமலை, புதுக்கோட்டை. [412, 337, 761, 363]
booth-organizers-heading: பாக அமைப்பாளர்கள் [532, 1148, 642, 1162]
booth-row [1151, 1094, 1500, 1124]
branch-section [43, 1260, 392, 1363]
organizer-text: அமைப்பாளர்: க.சந்திரு, மேலசின்னபழனிப்பட்டி, வேலூர், விராலிமலை, புதுக்கோட்டை. [1151, 1276, 1500, 1304]
deputy-organizers-text: துணை அமைப்பாளர்கள்: (1) கு.கார்த்திக், 162/1, முத்து கிருஷ்ணம்பட்டி, சூரியூர், போராம்பூர், விராலிமலை, புதுக் கோட்டை. (2) ஒ.தேவா, 197(2), முத்துகிருஷ்ணம்பட்டி, சூரியூர், போராம்பூர், விராலிமலை, புதுக்கோட்டை. (3) பா.மாதவன், 214/2, முத்துகிருஷ்ணம்பட்டி, புதுக்கோட்டை. [412, 633, 761, 690]
branch-section [43, 1144, 392, 1247]
deputy-organizers-text: துணை அமைப்பாளர்கள்: (1) ப.சுரேஷ், புங்கன்காட்டுப்பட்டி, சாரணக்குடி, விராலிமலை, புதுக்கோட்டை. (2) இரா.விமல் ராஜ், புங்கன்காட்டுப்பட்டி, சாரணக்குடி, புதுக்கோட்டை. [43, 1203, 392, 1245]
booth-number: பாகம் – 8 : [43, 1737, 96, 1749]
branch-section [43, 239, 392, 342]
booth-organizer: ந.பொன்மணி, குளவாய்ப்பட்டி, இராஜகிரி, விராலிமலை, புதுக்கோட்டை. [1214, 1164, 1479, 1191]
booth-row [782, 1649, 1131, 1679]
deputy-organizers-text: துணை அமைப்பாளர்கள்: (1) ஆ.ஜெகதீசன், ரத்னா கார்டன், வடுகப்பட்டி, மேப்பூதக்குடி, விராலிமலை, புதுக்கோட்டை. (2) சி.சிவலிங்கம், 324, ரத்னா கார்டன், வடுகப்பட்டி, மேப்பூதக்குடி, விராலிமலை, புதுக்கோட்டை. (3) செ.கோகுல், ரத்னா கார்டன், வடுகப்பட்டி, புதுக்கோட்டை. [1151, 547, 1500, 604]
branch-heading: கல்லுப்பட்டி கிளை [158, 1260, 277, 1277]
booth-number: பாகம் – 54 : [1151, 1773, 1210, 1785]
branch-section [782, 1507, 1131, 1713]
booth-row [782, 147, 1131, 177]
booth-number: பாகம் – 116 : [782, 881, 847, 893]
booth-organizer: ப.கோபாலகிருஷ்ணன், 85, பாரப்பட்டி, கல்குடி, பொருவாய், விராலிமலை, புதுக்கோட்டை. [845, 148, 1128, 176]
booth-row [1151, 1129, 1500, 1159]
booth-organizer: ம.கலையரசன், 280, கீழதாளப்பட்டி, பொருவாய், விராலிமலை, புதுக்கோட்டை. [845, 216, 1076, 243]
branch-heading: சூரியூர் கிளை–8 [536, 1026, 638, 1043]
